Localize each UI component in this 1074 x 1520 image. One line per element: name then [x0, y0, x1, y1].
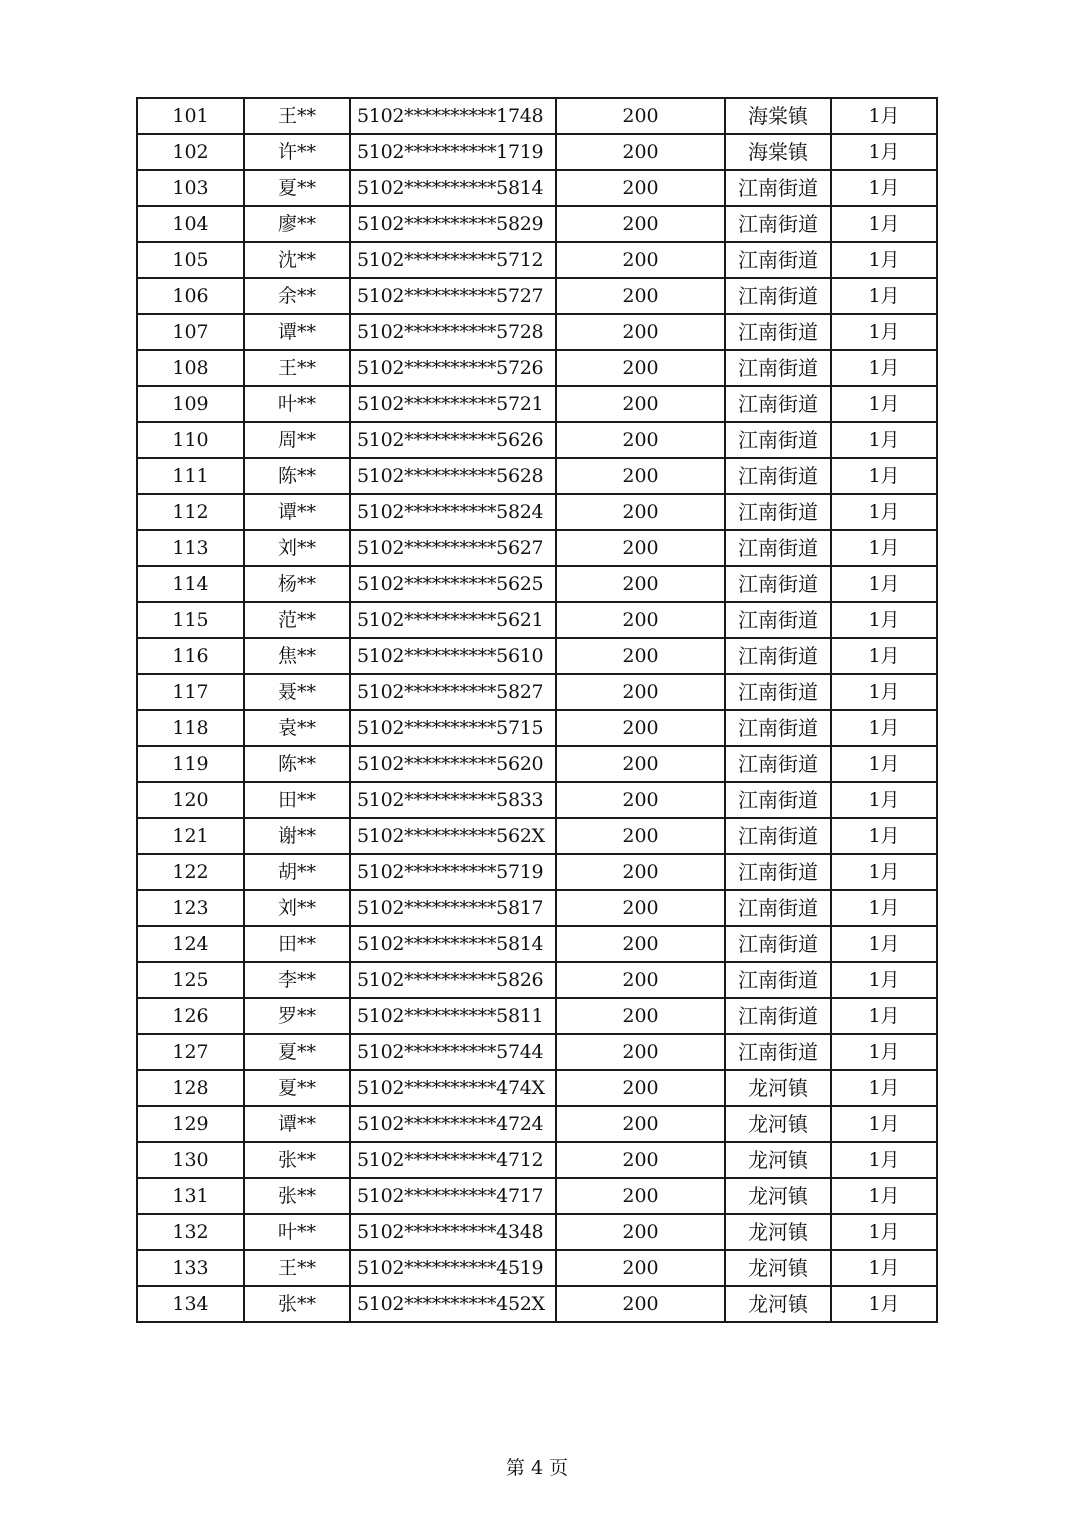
month-cell: 1月: [831, 1106, 937, 1142]
region-cell: 江南街道: [725, 494, 831, 530]
id-number-cell: 5102**********4348: [350, 1214, 556, 1250]
id-number-cell: 5102**********562X: [350, 818, 556, 854]
region-cell: 江南街道: [725, 386, 831, 422]
month-cell: 1月: [831, 674, 937, 710]
id-number-cell: 5102**********5833: [350, 782, 556, 818]
table-row: [137, 1034, 937, 1070]
table-row: [137, 602, 937, 638]
month-cell: 1月: [831, 710, 937, 746]
amount-cell: 200: [556, 890, 725, 926]
row-number-cell: 103: [137, 170, 244, 206]
region-cell: 江南街道: [725, 1034, 831, 1070]
region-cell: 龙河镇: [725, 1142, 831, 1178]
id-number-cell: 5102**********5628: [350, 458, 556, 494]
table-row: [137, 1106, 937, 1142]
month-cell: 1月: [831, 854, 937, 890]
id-number-cell: 5102**********1719: [350, 134, 556, 170]
table-row: [137, 854, 937, 890]
row-number-cell: 114: [137, 566, 244, 602]
table-row: [137, 1250, 937, 1286]
region-cell: 龙河镇: [725, 1178, 831, 1214]
row-number-cell: 105: [137, 242, 244, 278]
amount-cell: 200: [556, 782, 725, 818]
name-cell: 袁**: [244, 710, 350, 746]
row-number-cell: 124: [137, 926, 244, 962]
month-cell: 1月: [831, 206, 937, 242]
amount-cell: 200: [556, 1106, 725, 1142]
id-number-cell: 5102**********5824: [350, 494, 556, 530]
table-row: [137, 674, 937, 710]
month-cell: 1月: [831, 962, 937, 998]
name-cell: 张**: [244, 1142, 350, 1178]
table-row: [137, 1178, 937, 1214]
amount-cell: 200: [556, 602, 725, 638]
month-cell: 1月: [831, 98, 937, 134]
table-row: [137, 1286, 937, 1322]
region-cell: 江南街道: [725, 530, 831, 566]
table-row: [137, 494, 937, 530]
row-number-cell: 110: [137, 422, 244, 458]
name-cell: 刘**: [244, 530, 350, 566]
month-cell: 1月: [831, 530, 937, 566]
row-number-cell: 125: [137, 962, 244, 998]
id-number-cell: 5102**********5712: [350, 242, 556, 278]
table-row: [137, 566, 937, 602]
table-row: [137, 458, 937, 494]
row-number-cell: 121: [137, 818, 244, 854]
table-row: [137, 350, 937, 386]
row-number-cell: 123: [137, 890, 244, 926]
table-row: [137, 134, 937, 170]
page-number: 第 4 页: [505, 1457, 569, 1479]
name-cell: 谭**: [244, 314, 350, 350]
id-number-cell: 5102**********4712: [350, 1142, 556, 1178]
row-number-cell: 107: [137, 314, 244, 350]
name-cell: 张**: [244, 1286, 350, 1322]
region-cell: 江南街道: [725, 350, 831, 386]
amount-cell: 200: [556, 710, 725, 746]
amount-cell: 200: [556, 350, 725, 386]
name-cell: 陈**: [244, 458, 350, 494]
id-number-cell: 5102**********5626: [350, 422, 556, 458]
region-cell: 江南街道: [725, 242, 831, 278]
month-cell: 1月: [831, 458, 937, 494]
region-cell: 江南街道: [725, 206, 831, 242]
row-number-cell: 132: [137, 1214, 244, 1250]
table-row: [137, 278, 937, 314]
month-cell: 1月: [831, 422, 937, 458]
amount-cell: 200: [556, 638, 725, 674]
amount-cell: 200: [556, 494, 725, 530]
row-number-cell: 116: [137, 638, 244, 674]
row-number-cell: 106: [137, 278, 244, 314]
month-cell: 1月: [831, 818, 937, 854]
region-cell: 江南街道: [725, 818, 831, 854]
amount-cell: 200: [556, 962, 725, 998]
row-number-cell: 104: [137, 206, 244, 242]
region-cell: 江南街道: [725, 926, 831, 962]
name-cell: 余**: [244, 278, 350, 314]
id-number-cell: 5102**********5829: [350, 206, 556, 242]
amount-cell: 200: [556, 1070, 725, 1106]
name-cell: 叶**: [244, 1214, 350, 1250]
amount-cell: 200: [556, 818, 725, 854]
region-cell: 江南街道: [725, 746, 831, 782]
row-number-cell: 101: [137, 98, 244, 134]
region-cell: 江南街道: [725, 782, 831, 818]
month-cell: 1月: [831, 1070, 937, 1106]
id-number-cell: 5102**********5826: [350, 962, 556, 998]
amount-cell: 200: [556, 314, 725, 350]
id-number-cell: 5102**********452X: [350, 1286, 556, 1322]
table-row: [137, 206, 937, 242]
region-cell: 江南街道: [725, 854, 831, 890]
month-cell: 1月: [831, 278, 937, 314]
row-number-cell: 115: [137, 602, 244, 638]
region-cell: 江南街道: [725, 674, 831, 710]
name-cell: 谭**: [244, 494, 350, 530]
name-cell: 陈**: [244, 746, 350, 782]
region-cell: 龙河镇: [725, 1250, 831, 1286]
table-row: [137, 998, 937, 1034]
id-number-cell: 5102**********5814: [350, 170, 556, 206]
amount-cell: 200: [556, 422, 725, 458]
month-cell: 1月: [831, 1286, 937, 1322]
month-cell: 1月: [831, 494, 937, 530]
amount-cell: 200: [556, 242, 725, 278]
region-cell: 龙河镇: [725, 1106, 831, 1142]
amount-cell: 200: [556, 1034, 725, 1070]
amount-cell: 200: [556, 998, 725, 1034]
amount-cell: 200: [556, 926, 725, 962]
month-cell: 1月: [831, 998, 937, 1034]
region-cell: 江南街道: [725, 638, 831, 674]
table-row: [137, 1070, 937, 1106]
region-cell: 江南街道: [725, 602, 831, 638]
name-cell: 刘**: [244, 890, 350, 926]
month-cell: 1月: [831, 350, 937, 386]
id-number-cell: 5102**********5721: [350, 386, 556, 422]
row-number-cell: 113: [137, 530, 244, 566]
region-cell: 江南街道: [725, 458, 831, 494]
amount-cell: 200: [556, 1178, 725, 1214]
table-row: [137, 890, 937, 926]
id-number-cell: 5102**********5827: [350, 674, 556, 710]
name-cell: 聂**: [244, 674, 350, 710]
month-cell: 1月: [831, 386, 937, 422]
month-cell: 1月: [831, 1250, 937, 1286]
row-number-cell: 128: [137, 1070, 244, 1106]
name-cell: 沈**: [244, 242, 350, 278]
id-number-cell: 5102**********5727: [350, 278, 556, 314]
table-row: [137, 1214, 937, 1250]
id-number-cell: 5102**********5814: [350, 926, 556, 962]
row-number-cell: 133: [137, 1250, 244, 1286]
table-row: [137, 242, 937, 278]
id-number-cell: 5102**********5728: [350, 314, 556, 350]
name-cell: 廖**: [244, 206, 350, 242]
id-number-cell: 5102**********5610: [350, 638, 556, 674]
row-number-cell: 102: [137, 134, 244, 170]
amount-cell: 200: [556, 206, 725, 242]
row-number-cell: 112: [137, 494, 244, 530]
region-cell: 江南街道: [725, 710, 831, 746]
id-number-cell: 5102**********474X: [350, 1070, 556, 1106]
name-cell: 罗**: [244, 998, 350, 1034]
amount-cell: 200: [556, 170, 725, 206]
id-number-cell: 5102**********5817: [350, 890, 556, 926]
id-number-cell: 5102**********4717: [350, 1178, 556, 1214]
table-row: [137, 98, 937, 134]
region-cell: 江南街道: [725, 998, 831, 1034]
name-cell: 田**: [244, 926, 350, 962]
month-cell: 1月: [831, 134, 937, 170]
row-number-cell: 117: [137, 674, 244, 710]
name-cell: 谭**: [244, 1106, 350, 1142]
row-number-cell: 108: [137, 350, 244, 386]
name-cell: 夏**: [244, 1034, 350, 1070]
amount-cell: 200: [556, 566, 725, 602]
region-cell: 江南街道: [725, 278, 831, 314]
month-cell: 1月: [831, 1178, 937, 1214]
id-number-cell: 5102**********4724: [350, 1106, 556, 1142]
region-cell: 江南街道: [725, 890, 831, 926]
row-number-cell: 130: [137, 1142, 244, 1178]
table-row: [137, 530, 937, 566]
amount-cell: 200: [556, 134, 725, 170]
region-cell: 江南街道: [725, 962, 831, 998]
amount-cell: 200: [556, 386, 725, 422]
month-cell: 1月: [831, 890, 937, 926]
amount-cell: 200: [556, 1214, 725, 1250]
row-number-cell: 127: [137, 1034, 244, 1070]
region-cell: 海棠镇: [725, 98, 831, 134]
month-cell: 1月: [831, 746, 937, 782]
id-number-cell: 5102**********5715: [350, 710, 556, 746]
row-number-cell: 119: [137, 746, 244, 782]
row-number-cell: 129: [137, 1106, 244, 1142]
row-number-cell: 131: [137, 1178, 244, 1214]
name-cell: 杨**: [244, 566, 350, 602]
row-number-cell: 134: [137, 1286, 244, 1322]
table-row: [137, 746, 937, 782]
month-cell: 1月: [831, 602, 937, 638]
name-cell: 李**: [244, 962, 350, 998]
name-cell: 周**: [244, 422, 350, 458]
row-number-cell: 126: [137, 998, 244, 1034]
name-cell: 谢**: [244, 818, 350, 854]
region-cell: 龙河镇: [725, 1070, 831, 1106]
table-row: [137, 638, 937, 674]
table-row: [137, 170, 937, 206]
amount-cell: 200: [556, 746, 725, 782]
month-cell: 1月: [831, 566, 937, 602]
name-cell: 叶**: [244, 386, 350, 422]
name-cell: 范**: [244, 602, 350, 638]
table-row: [137, 962, 937, 998]
id-number-cell: 5102**********1748: [350, 98, 556, 134]
id-number-cell: 5102**********5719: [350, 854, 556, 890]
amount-cell: 200: [556, 278, 725, 314]
region-cell: 龙河镇: [725, 1214, 831, 1250]
region-cell: 龙河镇: [725, 1286, 831, 1322]
row-number-cell: 109: [137, 386, 244, 422]
amount-cell: 200: [556, 458, 725, 494]
region-cell: 江南街道: [725, 422, 831, 458]
table-row: [137, 1142, 937, 1178]
row-number-cell: 122: [137, 854, 244, 890]
name-cell: 夏**: [244, 170, 350, 206]
name-cell: 张**: [244, 1178, 350, 1214]
subsidy-table: [136, 97, 938, 1323]
name-cell: 许**: [244, 134, 350, 170]
month-cell: 1月: [831, 1034, 937, 1070]
id-number-cell: 5102**********5625: [350, 566, 556, 602]
amount-cell: 200: [556, 674, 725, 710]
id-number-cell: 5102**********5744: [350, 1034, 556, 1070]
region-cell: 江南街道: [725, 170, 831, 206]
table-row: [137, 422, 937, 458]
row-number-cell: 120: [137, 782, 244, 818]
name-cell: 王**: [244, 98, 350, 134]
id-number-cell: 5102**********5620: [350, 746, 556, 782]
row-number-cell: 111: [137, 458, 244, 494]
month-cell: 1月: [831, 926, 937, 962]
name-cell: 田**: [244, 782, 350, 818]
amount-cell: 200: [556, 1286, 725, 1322]
month-cell: 1月: [831, 1142, 937, 1178]
region-cell: 海棠镇: [725, 134, 831, 170]
name-cell: 焦**: [244, 638, 350, 674]
name-cell: 王**: [244, 350, 350, 386]
month-cell: 1月: [831, 1214, 937, 1250]
amount-cell: 200: [556, 1142, 725, 1178]
amount-cell: 200: [556, 98, 725, 134]
id-number-cell: 5102**********5811: [350, 998, 556, 1034]
table-row: [137, 314, 937, 350]
id-number-cell: 5102**********5627: [350, 530, 556, 566]
month-cell: 1月: [831, 638, 937, 674]
table-row: [137, 710, 937, 746]
id-number-cell: 5102**********4519: [350, 1250, 556, 1286]
month-cell: 1月: [831, 314, 937, 350]
region-cell: 江南街道: [725, 566, 831, 602]
id-number-cell: 5102**********5621: [350, 602, 556, 638]
table-body: [137, 98, 937, 1322]
amount-cell: 200: [556, 1250, 725, 1286]
row-number-cell: 118: [137, 710, 244, 746]
month-cell: 1月: [831, 170, 937, 206]
region-cell: 江南街道: [725, 314, 831, 350]
name-cell: 王**: [244, 1250, 350, 1286]
month-cell: 1月: [831, 242, 937, 278]
table-row: [137, 926, 937, 962]
id-number-cell: 5102**********5726: [350, 350, 556, 386]
table-row: [137, 782, 937, 818]
month-cell: 1月: [831, 782, 937, 818]
name-cell: 夏**: [244, 1070, 350, 1106]
table-row: [137, 818, 937, 854]
table-row: [137, 386, 937, 422]
amount-cell: 200: [556, 854, 725, 890]
name-cell: 胡**: [244, 854, 350, 890]
document-table-container: [136, 97, 938, 1323]
amount-cell: 200: [556, 530, 725, 566]
